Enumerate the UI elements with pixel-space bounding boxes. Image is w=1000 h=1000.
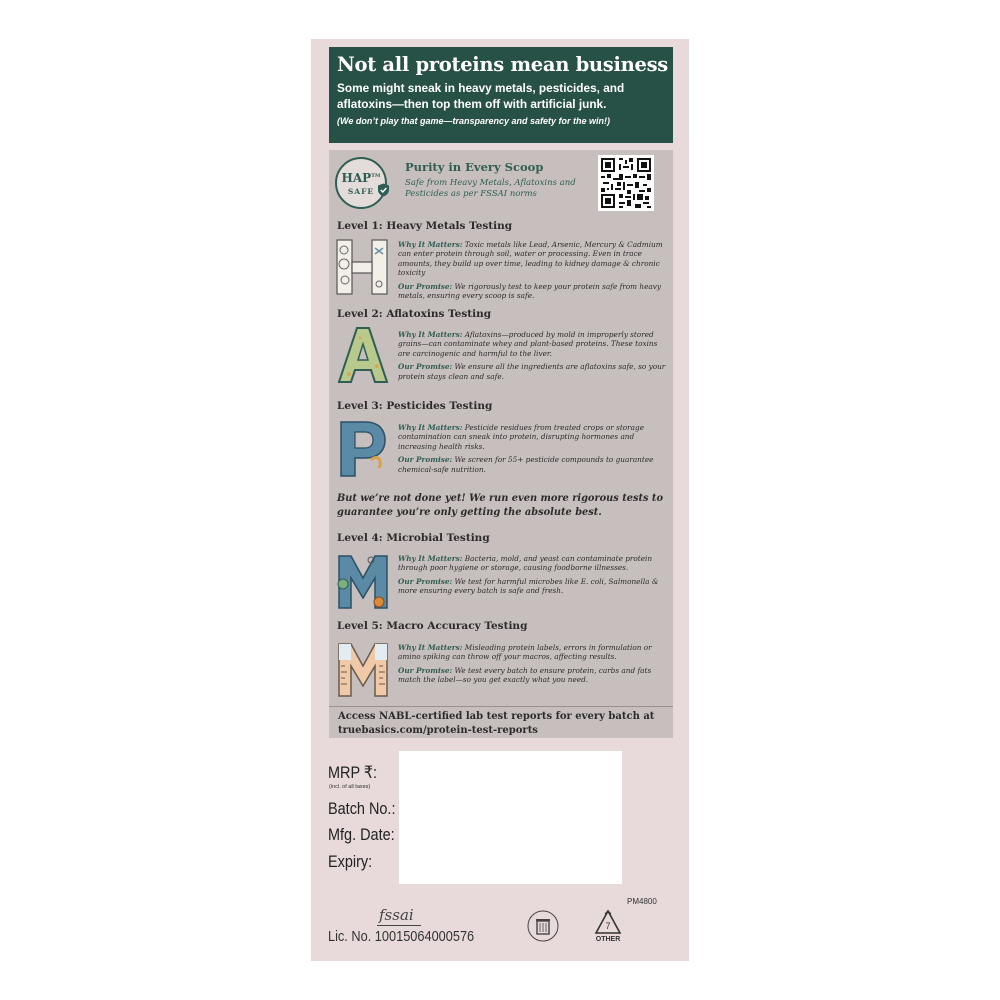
- level-4-why-label: Why It Matters:: [398, 554, 463, 563]
- level-3-promise-label: Our Promise:: [398, 455, 453, 465]
- hap-text: HAP: [341, 171, 372, 185]
- level-1-promise-label: Our Promise:: [398, 281, 453, 291]
- level-5-title: Level 5: Macro Accuracy Testing: [337, 620, 528, 632]
- batch-info-box: [399, 751, 622, 884]
- fssai-logo: fssai: [379, 906, 414, 924]
- level-1-promise: We rigorously test to keep your protein safe from heavy metals, ensuring every scoop is safe.: [398, 281, 662, 301]
- mrp-tax-note: (incl. of all taxes): [329, 784, 371, 790]
- level-5-promise: We test every batch to ensure protein, carbs and fats match the label—so you get exactly what you need.: [398, 665, 652, 685]
- nabl-reports-note: [338, 710, 654, 738]
- hap-tm: TM: [371, 173, 381, 179]
- fssai-underline: [377, 925, 421, 926]
- level-4-promise-label: Our Promise:: [398, 576, 453, 586]
- expiry-label: Expiry:: [328, 852, 373, 871]
- level-1-title: Level 1: Heavy Metals Testing: [337, 220, 513, 232]
- level-2-description: [398, 330, 668, 381]
- level-4-promise: We test for harmful microbes like E. coli, Salmonella & more ensuring every batch is safe and fresh.: [398, 576, 659, 596]
- level-3-title: Level 3: Pesticides Testing: [337, 400, 493, 412]
- header-line-2: aflatoxins—then top them off with artificial junk.: [337, 97, 607, 111]
- purity-subtitle: Safe from Heavy Metals, Aflatoxins and Pesticides as per FSSAI norms: [405, 178, 576, 199]
- purity-title: Purity in Every Scoop: [405, 160, 544, 174]
- level-1-description: [398, 240, 668, 300]
- nabl-report-link[interactable]: truebasics.com/protein-test-reports: [338, 725, 538, 736]
- level-4-title: Level 4: Microbial Testing: [337, 532, 490, 544]
- divider: [329, 706, 673, 707]
- shield-check-icon: [377, 183, 390, 197]
- fssai-license-number: Lic. No. 10015064000576: [328, 929, 475, 945]
- mfg-date-label: Mfg. Date:: [328, 825, 395, 844]
- batch-label: Batch No.:: [328, 799, 396, 818]
- level-1-why-label: Why It Matters:: [398, 240, 463, 249]
- header-title: Not all proteins mean business: [337, 53, 668, 76]
- product-label-panel: [311, 39, 689, 961]
- header-subtitle: [337, 80, 665, 112]
- qr-code[interactable]: [598, 155, 654, 211]
- header-banner: [329, 47, 673, 143]
- level-3-why-label: Why It Matters:: [398, 423, 463, 432]
- level-1-why: Toxic metals like Lead, Arsenic, Mercury & Cadmium can enter protein through soil, water or processing. Even in trace amounts, they build up over time, leading to kidney damage & chronic toxicity: [398, 240, 663, 278]
- level-5-why-label: Why It Matters:: [398, 643, 463, 652]
- level-3-promise: We screen for 55+ pesticide compounds to guarantee chemical-safe nutrition.: [398, 455, 654, 474]
- safe-text: SAFE: [347, 187, 375, 196]
- level-2-title: Level 2: Aflatoxins Testing: [337, 308, 492, 320]
- more-tests-note: But we’re not done yet! We run even more rigorous tests to guarantee you’re only getting the absolute best.: [337, 493, 663, 518]
- recycle-icon: [593, 908, 623, 938]
- level-2-promise-label: Our Promise:: [398, 362, 453, 372]
- letter-p-illustration: [335, 420, 391, 478]
- dustbin-icon: [526, 909, 560, 943]
- header-note: (We don’t play that game—transparency and safety for the win!): [337, 116, 611, 126]
- recycle-number: 7: [605, 921, 611, 931]
- level-5-why: Misleading protein labels, errors in formulation or amino spiking can throw off your macros, affecting results.: [398, 643, 652, 662]
- letter-a-illustration: [335, 326, 391, 384]
- level-2-why: Aflatoxins—produced by mold in improperly stored grains—can contaminate whey and plant-based proteins. These toxins are carcinogenic and harmful to the liver.: [398, 330, 658, 358]
- level-2-promise: We ensure all the ingredients are aflatoxins safe, so your protein stays clean and safe.: [398, 362, 666, 381]
- level-2-why-label: Why It Matters:: [398, 330, 463, 339]
- nabl-line-1: Access NABL-certified lab test reports for every batch at: [338, 711, 655, 722]
- level-4-description: [398, 554, 668, 596]
- purity-section: [329, 150, 673, 738]
- level-3-why: Pesticide residues from treated crops or storage contamination can sneak into protein, disrupting hormones and increasing health risks.: [398, 423, 645, 451]
- recycle-label: OTHER: [595, 936, 621, 943]
- level-5-description: [398, 643, 668, 685]
- pm-code: PM4800: [627, 897, 657, 906]
- level-3-description: [398, 423, 668, 474]
- letter-h-illustration: [335, 238, 391, 296]
- level-4-why: Bacteria, mold, and yeast can contaminate protein through poor hygiene or storage, causing foodborne illnesses.: [398, 554, 653, 573]
- header-line-1: Some might sneak in heavy metals, pesticides, and: [337, 81, 625, 95]
- level-5-promise-label: Our Promise:: [398, 665, 453, 675]
- mrp-label: MRP ₹:: [328, 763, 378, 782]
- letter-m-microbe-illustration: [335, 552, 391, 610]
- letter-m-measure-illustration: [335, 640, 391, 698]
